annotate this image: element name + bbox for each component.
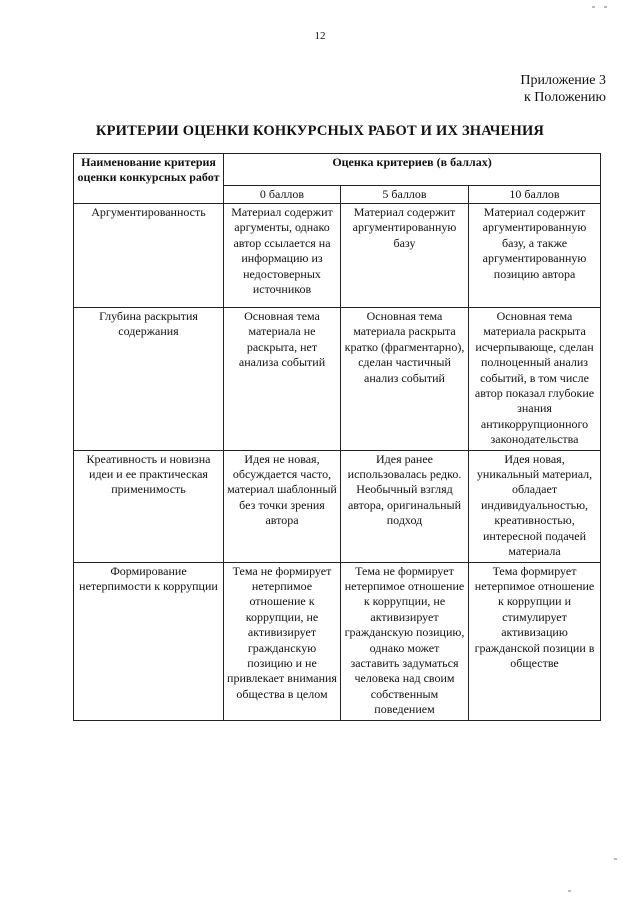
header-criterion-name: Наименование критерия оценки конкурсных работ bbox=[74, 154, 224, 204]
score-0-cell: Основная тема материала не раскрыта, нет анализа событий bbox=[224, 308, 341, 451]
scan-speck bbox=[614, 858, 617, 860]
score-5-cell: Основная тема материала раскрыта кратко (фрагментарно), сделан частичный анализ событий bbox=[341, 308, 469, 451]
page-number: 12 bbox=[314, 30, 326, 42]
header-score-0: 0 баллов bbox=[224, 186, 341, 204]
criteria-table bbox=[73, 153, 601, 721]
document-title: КРИТЕРИИ ОЦЕНКИ КОНКУРСНЫХ РАБОТ И ИХ ЗНАЧЕНИЯ bbox=[95, 123, 545, 139]
score-5-cell: Идея ранее использовалась редко. Необычный взгляд автора, оригинальный подход bbox=[341, 450, 469, 562]
table-row bbox=[74, 450, 601, 562]
scan-speck bbox=[568, 890, 571, 892]
appendix-reference bbox=[520, 72, 606, 106]
criterion-cell: Формирование нетерпимости к коррупции bbox=[74, 562, 224, 720]
table-row bbox=[74, 308, 601, 451]
score-0-cell: Идея не новая, обсуждается часто, материал шаблонный без точки зрения автора bbox=[224, 450, 341, 562]
appendix-line-2: к Положению bbox=[523, 90, 606, 105]
criterion-cell: Аргументированность bbox=[74, 204, 224, 308]
header-score: Оценка критериев (в баллах) bbox=[224, 154, 601, 186]
criterion-cell: Глубина раскрытия содержания bbox=[74, 308, 224, 451]
score-5-cell: Тема не формирует нетерпимое отношение к коррупции, не активизирует гражданскую позицию, однако может заставить задуматься человека над своим собственным поведением bbox=[341, 562, 469, 720]
header-score-5: 5 баллов bbox=[341, 186, 469, 204]
header-score-10: 10 баллов bbox=[469, 186, 601, 204]
scan-speck bbox=[604, 6, 607, 8]
scan-speck bbox=[592, 6, 595, 8]
table-row bbox=[74, 204, 601, 308]
score-10-cell: Материал содержит аргументированную базу, а также аргументированную позицию автора bbox=[469, 204, 601, 308]
table-header-row bbox=[74, 154, 601, 186]
score-10-cell: Идея новая, уникальный материал, обладает индивидуальностью, креативностью, интересной подачей материала bbox=[469, 450, 601, 562]
score-10-cell: Тема формирует нетерпимое отношение к коррупции и стимулирует активизацию гражданской позиции в обществе bbox=[469, 562, 601, 720]
score-0-cell: Тема не формирует нетерпимое отношение к коррупции, не активизирует гражданскую позицию и не привлекает внимания общества в целом bbox=[224, 562, 341, 720]
table-row bbox=[74, 562, 601, 720]
appendix-line-1: Приложение 3 bbox=[520, 73, 606, 88]
score-10-cell: Основная тема материала раскрыта исчерпывающе, сделан полноценный анализ событий, в том числе автор показал глубокие знания антикоррупционного законодательства bbox=[469, 308, 601, 451]
criterion-cell: Креативность и новизна идеи и ее практическая применимость bbox=[74, 450, 224, 562]
score-5-cell: Материал содержит аргументированную базу bbox=[341, 204, 469, 308]
score-0-cell: Материал содержит аргументы, однако автор ссылается на информацию из недостоверных источников bbox=[224, 204, 341, 308]
